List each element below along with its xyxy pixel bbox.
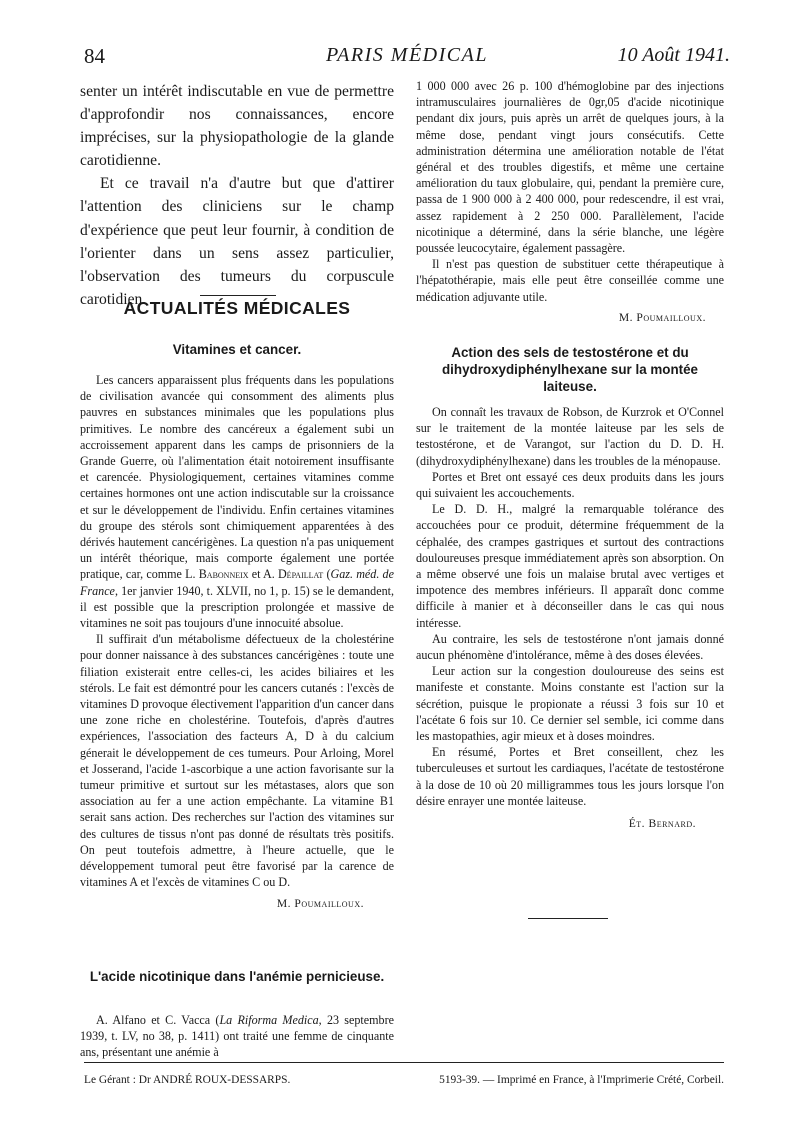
article-paragraph: Portes et Bret ont essayé ces deux produits dans les jours qui suivaient les accouchements. — [416, 469, 724, 501]
intro-paragraph: Et ce travail n'a d'autre but que d'attirer l'attention des cliniciens sur le champ d'expérience que peut leur fournir, à condition de l'orienter dans un sens assez particulier, l'observation des tumeurs du corpuscule carotidien. — [80, 175, 394, 308]
journal-citation: Gaz. méd. de France — [80, 567, 394, 598]
footer-manager: Le Gérant : Dr ANDRÉ ROUX-DESSARPS. — [84, 1074, 291, 1086]
section-title: ACTUALITÉS MÉDICALES — [123, 298, 351, 318]
intro-paragraph: senter un intérêt indiscutable en vue de permettre d'approfondir nos connaissances, encore imprécises, sur la physiopathologie de la glande carotidienne. — [80, 83, 394, 170]
article-paragraph: 1 000 000 avec 26 p. 100 d'hémoglobine par des injections intramusculaires journalières de 0gr,05 d'acide nicotinique pendant dix jours, puis après un arrêt de quelques jours, à la même dose, pendant vingt jours consécutifs. Cette administration détermina une amélioration notable de l'état général et des troubles digestifs, et même une certaine amélioration du taux globulaire, qui, pendant la première cure, passa de 1 900 000 à 2 400 000, pour redescendre, il est vrai, assez rapidement à 2 250 000. Parallèlement, l'acide nicotinique a déterminé, dans la série blanche, une légère poussée leucocytaire, également passagère. — [416, 79, 724, 256]
journal-title: PARIS MÉDICAL — [326, 44, 488, 66]
footer-printer: 5193-39. — Imprimé en France, à l'Imprimerie Crété, Corbeil. — [439, 1074, 724, 1086]
separator-rule — [528, 918, 608, 919]
article-paragraph: A. Alfano et C. Vacca (La Riforma Medica, 23 septembre 1939, t. LV, no 38, p. 1411) ont traité une femme de cinquante ans, présentant une anémie à — [80, 1013, 394, 1060]
page-header — [84, 44, 730, 72]
article-paragraph: On connaît les travaux de Robson, de Kurzrok et O'Connel sur le traitement de la montée laiteuse par les sels de testostérone, et de Varangot, sur l'action du D. D. H. (dihydroxydiphénylhexane) dans les troubles de la ménopause. — [416, 405, 724, 468]
separator-rule — [200, 295, 276, 296]
article-nicotinique-title-wrap — [80, 968, 394, 985]
article-testosterone — [416, 404, 724, 830]
article-title: L'acide nicotinique dans l'anémie pernicieuse. — [89, 969, 385, 984]
article-nicotinique — [80, 1012, 394, 1061]
article-nicotinique-continued — [416, 78, 724, 324]
journal-citation: La Riforma Medica — [219, 1013, 319, 1027]
article-vitamines-title-wrap — [80, 341, 394, 358]
article-vitamines — [80, 372, 394, 910]
page-number: 84 — [84, 44, 105, 68]
article-testosterone-title-wrap — [416, 344, 724, 395]
article-paragraph: En résumé, Portes et Bret conseillent, chez les tuberculeuses et surtout les cardiaques, l'acétate de testostérone à la dose de 10 où 20 milligrammes tous les jours lorsque l'on désire enrayer une montée laiteuse. — [416, 745, 724, 808]
article-paragraph: Au contraire, les sels de testostérone n'ont jamais donné aucun phénomène d'intolérance, même à des doses élevées. — [416, 631, 724, 663]
author-name: Dépaillat — [277, 567, 324, 582]
article-paragraph: Il n'est pas question de substituer cette thérapeutique à l'hépatothérapie, mais elle peut être conseillée comme une médication adjuvante utile. — [416, 257, 724, 304]
section-heading — [80, 298, 394, 319]
author-signature: M. Poumailloux. — [276, 896, 364, 910]
footer-rule — [84, 1062, 724, 1063]
article-paragraph: Le D. D. H., malgré la remarquable tolérance des accouchées pour ce produit, détermine fréquemment de la céphalée, des crampes gastriques et surtout des contractions douloureuses presque immédiatement après son absorption. On a même observé une fois un malaise brutal avec vertiges et impotence des membres inférieurs. Il apparaît donc comme difficile à manier et à déconseiller dans le cas qui nous intéresse. — [416, 502, 724, 630]
author-signature: Ét. Bernard. — [628, 817, 696, 831]
author-signature: M. Poumailloux. — [618, 310, 706, 324]
issue-date: 10 Août 1941. — [617, 44, 730, 66]
left-intro — [80, 80, 394, 311]
article-paragraph: Leur action sur la congestion douloureuse des seins est manifeste et constante. Moins constante est l'action sur la sécrétion, puisque le propionate a réussi 3 fois sur 10 et l'acétate 6 fois sur 10. Ce dernier sel semble, ici comme dans les mastopathies, agir mieux et à doses moindres. — [416, 664, 724, 744]
article-title: Action des sels de testostérone et du dihydroxydiphénylhexane sur la montée laiteuse. — [442, 345, 698, 394]
author-name: Babonneix — [198, 567, 249, 582]
article-paragraph: Il suffirait d'un métabolisme défectueux de la cholestérine pour donner naissance à des substances cancérigènes : toute une filiation existerait entre celles-ci, les acides biliaires et les stérols. Le fait est démontré pour les cancers cutanés : l'excès de vitamines D provoque électivement l'apparition d'un cancer dans une zone riche en cholestérine. Toutefois, d'après d'autres expériences, l'association des facteurs A, D à du calcium génerait le développement de ces tumeurs. Pour Arloing, Morel et Josserand, l'acide 1-ascorbique a une action favorisante sur la tumeur primitive et surtout sur les métastases, alors que son association au fer a une action empêchante. La vitamine B1 serait sans action. Des recherches sur l'action des vitamines sur des cultures de tissus n'ont pas donné de résultats très positifs. On peut toutefois admettre, à l'heure actuelle, que le développement tumoral peut être favorisé par la carence de vitamines A et l'excès de vitamines C ou D. — [80, 632, 394, 890]
article-title: Vitamines et cancer. — [172, 342, 302, 357]
article-paragraph: Les cancers apparaissent plus fréquents dans les populations de civilisation avancée qui consomment des aliments plus pauvres en substances minimales que les populations plus primitives. Le nombre des cancéreux a également subi un accroissement apparent dans les camps de prisonniers de la Grande Guerre, où l'alimentation était notoirement insuffisante et carencée. Physiologiquement, certaines vitamines comme certaines hormones ont une action indiscutable sur la croissance et sur le développement de l'individu. Enfin certaines vitamines du groupe des stérols sont chimiquement apparentées à des dérivés hautement cancérigènes. La question n'a pas uniquement un intérêt théorique, mais comporte également une portée pratique, car, comme L. Babonneix et A. Dépaillat (Gaz. méd. de France, 1er janvier 1940, t. XLVII, no 1, p. 15) se le demandent, il est possible que la prescription prolongée et massive de vitamines ne soit pas toujours d'une innocuité absolue. — [80, 373, 394, 631]
